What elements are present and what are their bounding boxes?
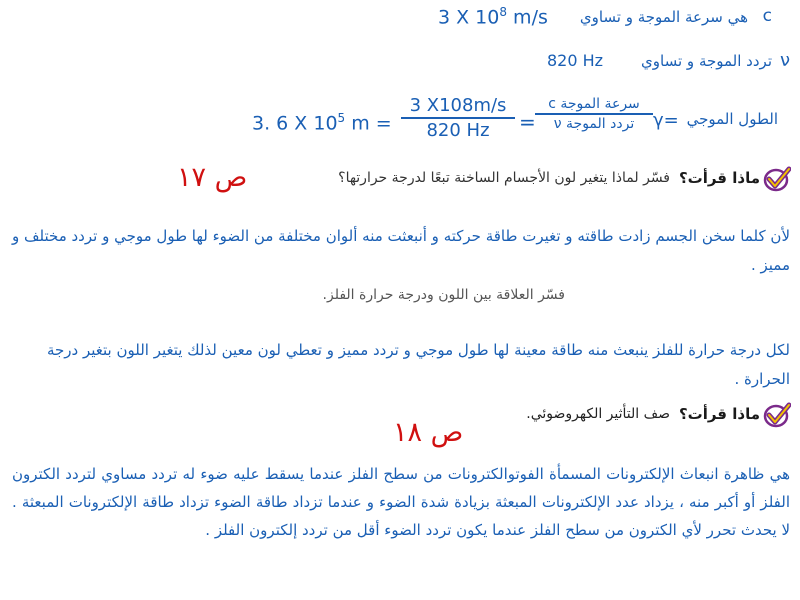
symbolic-fraction	[535, 96, 653, 132]
wavelength-result	[252, 111, 392, 134]
page-reference: ص ١٨	[393, 417, 464, 448]
frequency-symbol: ν	[779, 50, 790, 71]
speed-value-unit: m/s	[507, 6, 548, 29]
question-tag: ماذا قرأت؟	[678, 405, 760, 423]
numeric-numerator: 3 X108m/s	[401, 95, 515, 119]
numeric-denominator: 820 Hz	[426, 120, 490, 141]
frequency-description: تردد الموجة و تساوي	[641, 52, 772, 70]
section-heading: فسّر العلاقة بين اللون ودرجة حرارة الفلز.	[322, 287, 565, 303]
symbolic-denominator: تردد الموجة ν	[553, 116, 635, 132]
checkmark-circle-icon	[763, 166, 791, 192]
answer-paragraph: هي ظاهرة انبعاث الإلكترونات المسمأة الفوتوالكترونات من سطح الفلز عندما يسقط عليه ضوء له تردد مساوي لتردد الكترون الفلز أو أكبر منه ، يزداد عدد الإلكترونات المبعثة بزيادة شدة الضوء و عندما تزداد طاقة الضوء تزداد طاقة الإلكترونات المبعثة . لا يحدث تحرر لأي الكترون من سطح الفلز عندما يكون تردد الضوء أقل من تردد إلكترون الفلز .	[12, 465, 790, 539]
equals-sign: =	[519, 110, 536, 134]
speed-description: هي سرعة الموجة و تساوي	[579, 8, 748, 26]
wavelength-label: الطول الموجي	[686, 110, 778, 128]
symbolic-numerator: سرعة الموجة c	[535, 96, 653, 115]
speed-value	[438, 5, 548, 28]
answer-paragraph: لكل درجة حرارة للفلز ينبعث منه طاقة معينة لها طول موجي و تردد مميز و تعطي لون معين لذلك يتغير اللون بتغير درجة الحرارة .	[46, 341, 790, 388]
result-base: 3. 6 X 10	[252, 112, 338, 135]
numeric-fraction	[401, 95, 515, 141]
result-exponent: 5	[337, 111, 346, 125]
answer-paragraph: لأن كلما سخن الجسم زادت طاقته و تغيرت طاقة حركته و أنبعثت منه ألوان مختلفة من الضوء لها طول موجي و تردد مختلف و مميز .	[11, 227, 790, 274]
speed-value-base: 3 X 10	[438, 6, 500, 29]
speed-value-exponent: 8	[499, 5, 508, 19]
frequency-value: 820 Hz	[547, 51, 604, 70]
page-reference: ص ١٧	[177, 162, 248, 193]
speed-symbol: c	[762, 6, 772, 26]
question-text: صف التأثير الكهروضوئي.	[526, 406, 670, 422]
result-unit: m =	[345, 112, 392, 135]
checkmark-circle-icon	[763, 402, 791, 428]
gamma-symbol: γ=	[653, 110, 679, 131]
question-tag: ماذا قرأت؟	[678, 169, 760, 187]
question-text: فسّر لماذا يتغير لون الأجسام الساخنة تبعًا لدرجة حرارتها؟	[338, 170, 670, 186]
